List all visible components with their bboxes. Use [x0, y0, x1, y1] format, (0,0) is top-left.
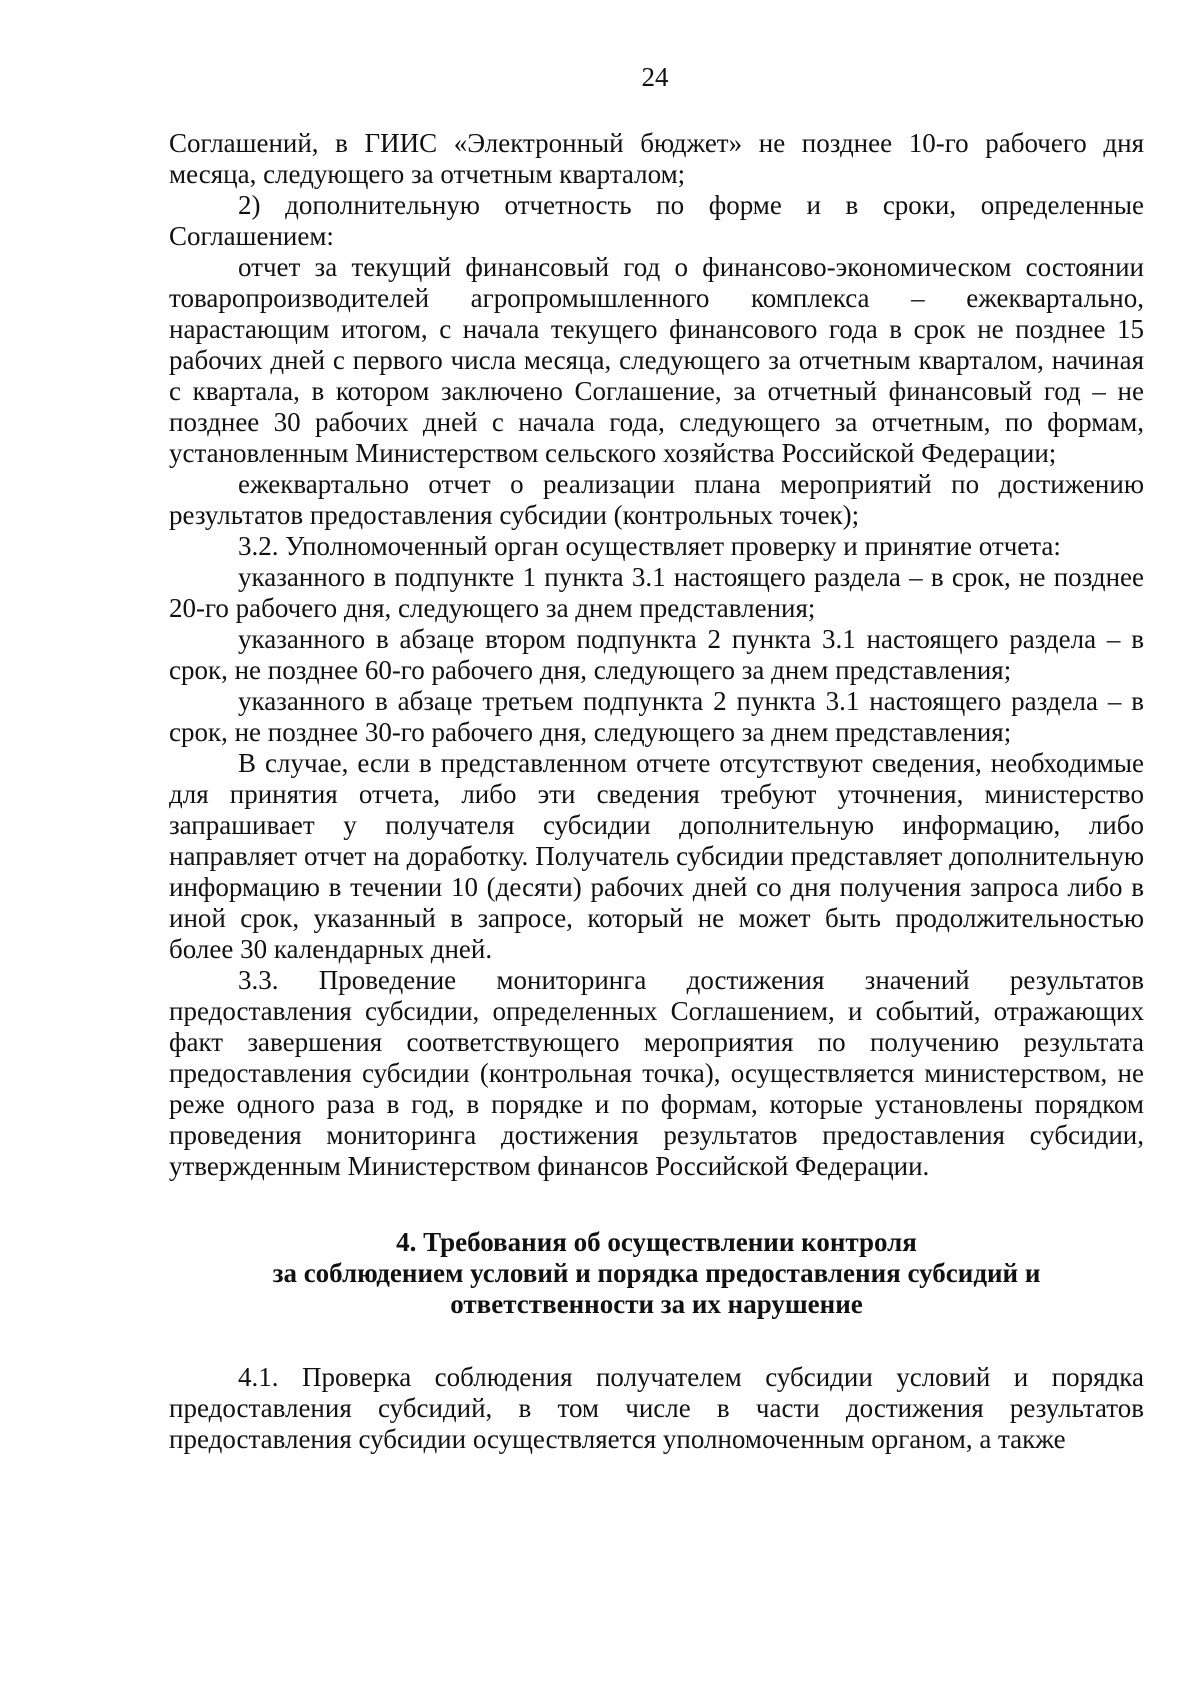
section-heading — [169, 1227, 1144, 1320]
paragraph-3-2: 3.2. Уполномоченный орган осуществляет проверку и принятие отчета: — [238, 531, 1061, 561]
section-heading-line-3: ответственности за их нарушение — [450, 1289, 863, 1319]
paragraph-3-2-item-2: указанного в абзаце втором подпункта 2 пункта 3.1 настоящего раздела – в срок, не позднее 60-го рабочего дня, следующего за днем представления; — [169, 624, 1144, 685]
paragraph-3-3: 3.3. Проведение мониторинга достижения значений результатов предоставления субсидии, определенных Соглашением, и событий, отражающих факт завершения соответствующего мероприятия по получению результата предоставления субсидии (контрольная точка), осуществляется министерством, не реже одного раза в год, в порядке и по формам, которые установлены порядком проведения мониторинга достижения результатов предоставления субсидии, утвержденным Министерством финансов Российской Федерации. — [169, 965, 1144, 1181]
section-heading-line-1: 4. Требования об осуществлении контроля — [396, 1227, 917, 1257]
paragraph-4-1: 4.1. Проверка соблюдения получателем субсидии условий и порядка предоставления субсидий, в том числе в части достижения результатов предоставления субсидии осуществляется уполномоченным органом, а также — [169, 1362, 1144, 1454]
paragraph-additional-reporting: 2) дополнительную отчетность по форме и в сроки, определенные Соглашением: — [169, 190, 1144, 251]
paragraph-annual-report: отчет за текущий финансовый год о финансово-экономическом состоянии товаропроизводителей агропромышленного комплекса – ежеквартально, нарастающим итогом, с начала текущего финансового года в срок не позднее 15 рабочих дней с первого числа месяца, следующего за отчетным кварталом, начиная с квартала, в котором заключено Соглашение, за отчетный финансовый год – не позднее 30 рабочих дней с начала года, следующего за отчетным, по формам, установленным Министерством сельского хозяйства Российской Федерации; — [169, 252, 1144, 468]
paragraph-missing-info: В случае, если в представленном отчете отсутствуют сведения, необходимые для принятия отчета, либо эти сведения требуют уточнения, министерство запрашивает у получателя субсидии дополнительную информацию, либо направляет отчет на доработку. Получатель субсидии представляет дополнительную информацию в течении 10 (десяти) рабочих дней со дня получения запроса либо в иной срок, указанный в запросе, который не может быть продолжительностью более 30 календарных дней. — [169, 748, 1144, 964]
document-body — [169, 128, 1144, 1455]
paragraph-3-2-item-3: указанного в абзаце третьем подпункта 2 пункта 3.1 настоящего раздела – в срок, не позднее 30-го рабочего дня, следующего за днем представления; — [169, 686, 1144, 747]
page-number: 24 — [641, 62, 669, 92]
paragraph-quarterly-report: ежеквартально отчет о реализации плана мероприятий по достижению результатов предоставления субсидии (контрольных точек); — [169, 469, 1144, 530]
paragraph-3-2-item-1: указанного в подпункте 1 пункта 3.1 настоящего раздела – в срок, не позднее 20-го рабочего дня, следующего за днем представления; — [169, 562, 1144, 623]
section-heading-line-2: за соблюдением условий и порядка предоставления субсидий и — [272, 1258, 1041, 1288]
paragraph-continuation: Соглашений, в ГИИС «Электронный бюджет» не позднее 10-го рабочего дня месяца, следующего за отчетным кварталом; — [169, 128, 1144, 189]
